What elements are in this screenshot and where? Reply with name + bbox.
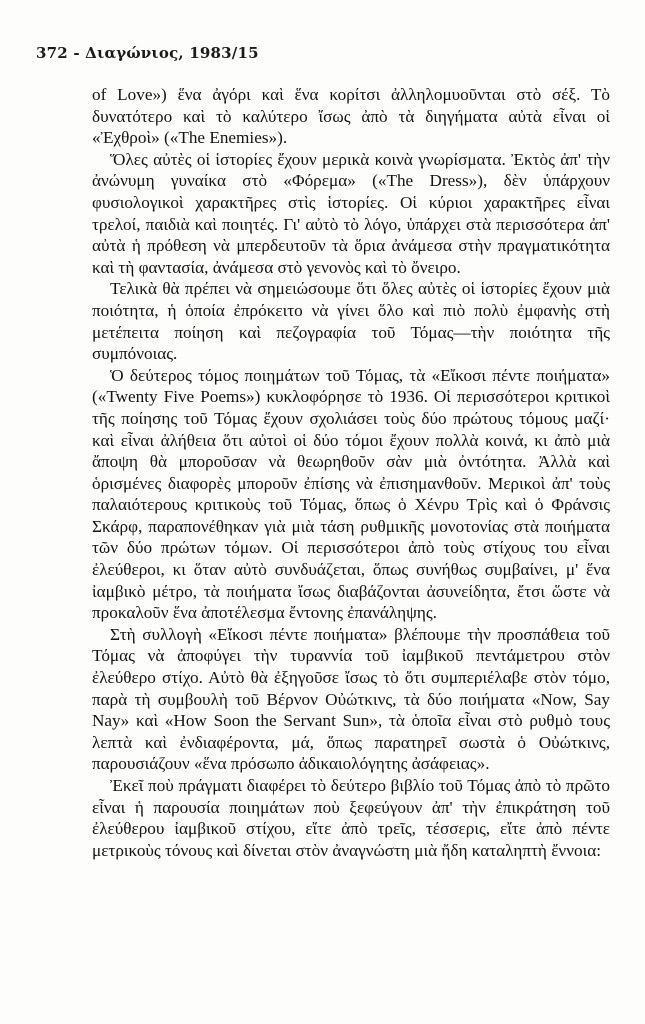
running-header: 372 - Διαγώνιος, 1983/15 [36,44,259,62]
paragraph: Ἐκεῖ ποὺ πράγματι διαφέρει τὸ δεύτερο βιβλίο τοῦ Τόμας ἀπὸ τὸ πρῶτο εἶναι ἡ παρουσία ποιημάτων ποὺ ξεφεύγουν ἀπ' τὴν ἐπικράτηση τοῦ ἐλεύθερου ἰαμβικοῦ στίχου, εἴτε ἀπὸ τρεῖς, τέσσερις, εἴτε ἀπὸ πέντε μετρικοὺς τόνους καὶ δίνεται στὸν ἀναγνώστη μιὰ ἤδη καταληπτὴ ἔννοια: [92,776,610,860]
paragraph: Ὁ δεύτερος τόμος ποιημάτων τοῦ Τόμας, τὰ «Εἴκοσι πέντε ποιήματα» («Twenty Five Poems») κυκλοφόρησε τὸ 1936. Οἱ περισσότεροι κριτικοὶ τῆς ποίησης τοῦ Τόμας ἔχουν σχολιάσει τοὺς δύο πρώτους τόμους μαζί· καὶ εἶναι ἀλήθεια ὅτι αὐτοὶ οἱ δύο τόμοι ἔχουν πολλὰ κοινά, κι ἀπὸ μιὰ ἄποψη θὰ μποροῦσαν νὰ θεωρηθοῦν σὰν μιὰ ὀντότητα. Ἀλλὰ καὶ ὁρισμένες διαφορὲς μποροῦν ἐπίσης νὰ ἐπισημανθοῦν. Μερικοὶ ἀπ' τοὺς παλαιότερους κριτικοὺς τοῦ Τόμας, ὅπως ὁ Χένρυ Τρὶς καὶ ὁ Φράνσις Σκάρφ, παραπονέθηκαν γιὰ μιὰ τάση ρυθμικῆς μονοτονίας στὰ ποιήματα τῶν δύο πρώτων τόμων. Οἱ περισσότεροι ἀπὸ τοὺς στίχους του εἶναι ἐλεύθεροι, κι ὅταν αὐτὸ συνδυάζεται, ὅπως συνήθως συμβαίνει, μ' ἕνα ἰαμβικὸ μέτρο, τὰ ποιήματα ἴσως διαβάζονται ἀσυνείδητα, ἔτσι ὥστε νὰ προκαλοῦν ἕνα ἀποτέλεσμα ἔντονης ἐπανάληψης. [92,365,610,623]
paragraph: of Love») ἕνα ἀγόρι καὶ ἕνα κορίτσι ἀλληλομυοῦνται στὸ σέξ. Τὸ δυνατότερο καὶ τὸ καλύτερο ἴσως ἀπὸ τὰ διηγήματα αὐτὰ εἶναι οἱ «Ἐχθροὶ» («The Enemies»). [92,85,610,148]
paragraph: Τελικὰ θὰ πρέπει νὰ σημειώσουμε ὅτι ὅλες αὐτὲς οἱ ἱστορίες ἔχουν μιὰ ποιότητα, ἡ ὁποία ἐπρόκειτο νὰ γίνει ὅλο καὶ πιὸ πολὺ ἐμφανὴς στὴ μετέπειτα ποίηση καὶ πεζογραφία τοῦ Τόμας—τὴν ποιότητα τῆς συμπόνοιας. [92,279,610,364]
paragraph: Στὴ συλλογὴ «Εἴκοσι πέντε ποιήματα» βλέπουμε τὴν προσπάθεια τοῦ Τόμας νὰ ἀποφύγει τὴν τυραννία τοῦ ἰαμβικοῦ πεντάμετρου στὸν ἐλεύθερο στίχο. Αὐτὸ θὰ ἐξηγοῦσε ἴσως τὸ ὅτι συμπεριέλαβε στὸν τόμο, παρὰ τὴ συμβουλὴ τοῦ Βέρνον Οὐώτκινς, τὰ δύο ποιήματα «Now, Say Nay» καὶ «How Soon the Servant Sun», τὰ ὁποῖα εἶναι στὸ ρυθμὸ τους λεπτὰ καὶ ἐνδιαφέροντα, μά, ὅπως παρατηρεῖ σωστὰ ὁ Οὐώτκινς, παρουσιάζουν «ἕνα πρόσωπο ἀδικαιολόγητης ἀσάφειας». [92,624,610,774]
paragraph: Ὅλες αὐτὲς οἱ ἱστορίες ἔχουν μερικὰ κοινὰ γνωρίσματα. Ἐκτὸς ἀπ' τὴν ἀνώνυμη γυναίκα στὸ «Φόρεμα» («The Dress»), δὲν ὑπάρχουν φυσιολογικοὶ χαρακτῆρες στὶς ἱστορίες. Οἱ κύριοι χαρακτῆρες εἶναι τρελοί, παιδιὰ καὶ ποιητές. Γι' αὐτὸ τὸ λόγο, ὑπάρχει στὰ περισσότερα ἀπ' αὐτὰ ἡ πρόθεση νὰ μπερδευτοῦν τὰ ὅρια ἀνάμεσα στὴν πραγματικότητα καὶ τὴ φαντασία, ἀνάμεσα στὸ γενονὸς καὶ τὸ ὄνειρο. [92,149,610,277]
body-text [92,84,610,861]
